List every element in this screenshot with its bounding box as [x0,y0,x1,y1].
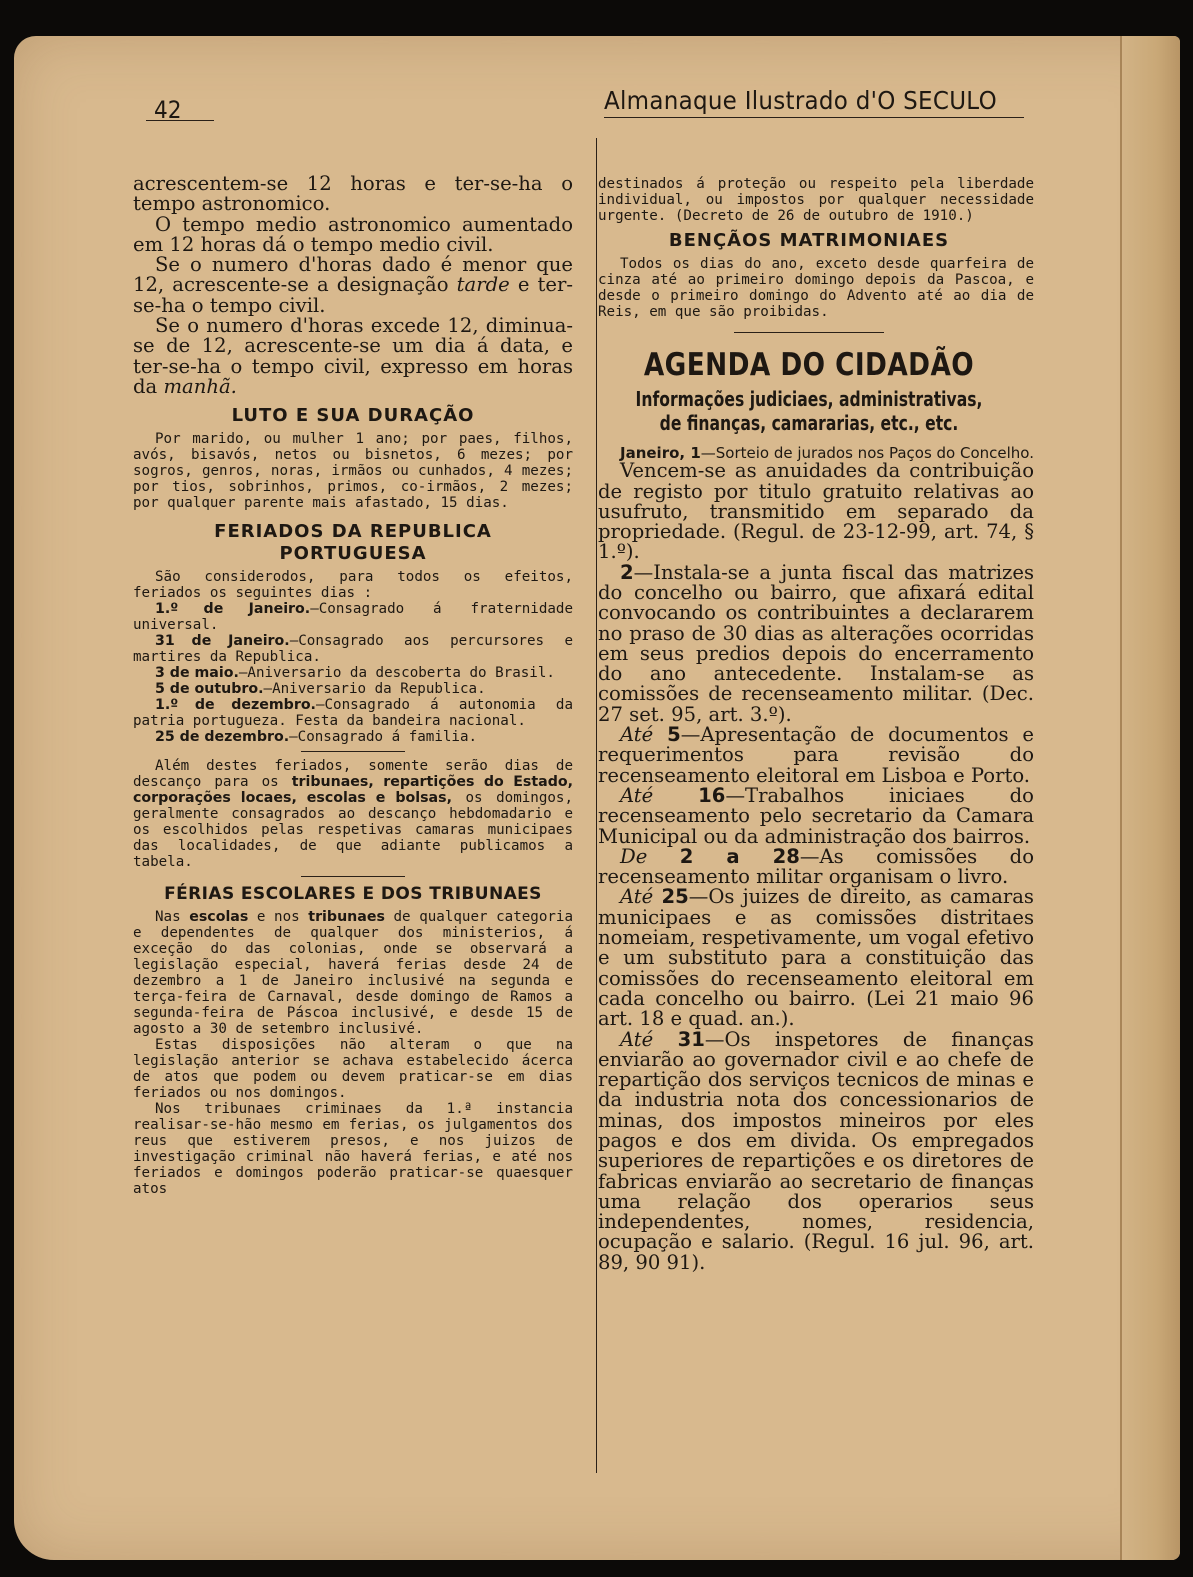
feriado-item: 1.º de dezembro.—Consagrado á autonomia da patria portugueza. Festa da bandeira nacional. [133,697,573,730]
agenda-entry: Até 31—Os inspetores de finanças enviarão ao governador civil e ao chefe de repartição dos serviços tecnicos de minas e da industria nota dos concessionarios de minas, dos impostos mineiros por eles pagos e dos em divida. Os empregados superiores de repartições e os diretores de fabricas enviarão ao secretario de finanças uma relação dos operarios seus independentes, nomes, residencia, ocupação e salario. (Regul. 16 jul. 96, art. 89, 90 91). [598,1027,1034,1274]
ferias-paragraph-3: Nos tribunaes criminaes da 1.ª instancia realisar-se-hão mesmo em ferias, os julgamentos dos reus que estiverem presos, e nos juizos de investigação criminal não haverá ferias, e até nos feriados e domingos poderão praticar-se quaesquer atos [133,1101,573,1198]
page-gutter [1120,36,1180,1560]
feriados-heading: FERIADOS DA REPUBLICA PORTUGUESA [214,521,492,565]
agenda-subtitle: Informações judiciaes, administrativas, de finanças, camararias, etc., etc. [635,387,983,435]
feriados-list [133,601,573,745]
left-column [133,138,573,1197]
ferias-heading: FÉRIAS ESCOLARES E DOS TRIBUNAES [164,884,542,905]
agenda-entry: De 2 a 28—As comissões do recenseamento militar organisam o livro. [598,844,1034,889]
feriado-item: 25 de dezembro.—Consagrado á familia. [155,729,478,746]
right-column [584,138,1034,1273]
agenda-entry: Até 25—Os juizes de direito, as camaras municipaes e as comissões distritaes nomeiam, respetivamente, um vogal efetivo e um substituto para a constituição das comissões do recenseamento eleitoral em cada concelho ou bairro. (Lei 21 maio 96 art. 18 e quad. an.). [598,885,1034,1031]
running-title: Almanaque Ilustrado d'O SECULO [604,86,997,115]
section-rule [734,332,884,333]
descanso-text: Além destes feriados, somente serão dias de descanço para os tribunaes, repartições do Estado, corporações locaes, escolas e bolsas, os domingos, geralmente consagrados ao descanço hebdomadario e os escolhidos pelas respetivas camaras municipaes das localidades, de que adiante publicamos a tabela. [133,758,573,871]
section-rule [301,751,405,752]
agenda-title: AGENDA DO CIDADÃO [643,347,975,383]
page-number: 42 [154,96,182,124]
agenda-entry: Janeiro, 1—Sorteio de jurados nos Paços do Concelho. [620,444,1034,462]
ferias-paragraph-2: Estas disposições não alteram o que na legislação anterior se achava estabelecido ácerca de atos que podem ou devem praticar-se em dias feriados ou nos domingos. [133,1037,573,1102]
intro-paragraph-1: acrescentem-se 12 horas e ter-se-ha o tempo astronomico. [133,172,573,216]
intro-paragraph-3: Se o numero d'horas dado é menor que 12, acrescente-se a designação tarde e ter-se-ha o tempo civil. [133,253,573,317]
continued-text: destinados á proteção ou respeito pela liberdade individual, ou impostos por qualquer necessidade urgente. (Decreto de 26 de outubro de 1910.) [598,176,1034,224]
agenda-entries [584,445,1034,1273]
feriado-item: 1.º de Janeiro.—Consagrado á fraternidade universal. [133,601,573,634]
feriado-item: 3 de maio.—Aniversario da descoberta do Brasil. [155,665,555,682]
running-title-rule [604,117,1024,118]
luto-text: Por marido, ou mulher 1 ano; por paes, filhos, avós, bisavós, netos ou bisnetos, 6 mezes; por sogros, genros, noras, irmãos ou cunhados, 4 mezes; por tios, sobrinhos, primos, co-irmãos, 2 mezes; por qualquer parente mais afastado, 15 dias. [133,431,573,512]
feriado-item: 5 de outubro.—Aniversario da Republica. [155,681,486,698]
bencaos-heading: BENÇÃOS MATRIMONIAES [668,230,950,251]
section-rule [301,876,405,877]
intro-paragraph-2: O tempo medio astronomico aumentado em 12 horas dá o tempo medio civil. [133,212,573,256]
feriado-item: 31 de Janeiro.—Consagrado aos percursores e martires da Republica. [133,633,573,666]
agenda-entry: Até 5—Apresentação de documentos e requerimentos para revisão do recenseamento eleitoral em Lisboa e Porto. [598,723,1034,787]
intro-paragraph-4: Se o numero d'horas excede 12, diminua-se de 12, acrescente-se um dia á data, e ter-se-ha o tempo civil, expresso em horas da manhã. [133,314,573,398]
agenda-entry: Até 16—Trabalhos iniciaes do recenseamento pelo secretario da Camara Municipal ou da administração dos bairros. [598,783,1034,848]
page-number-rule [146,120,214,121]
ferias-paragraph-1: Nas escolas e nos tribunaes de qualquer categoria e dependentes de qualquer dos ministerios, á exceção do das colonias, onde se observará a legislação especial, haverá ferias desde 24 de dezembro a 1 de Janeiro inclusivé na segunda e terça-feira de Carnaval, desde domingo de Ramos a segunda-feira de Páscoa inclusivé, e desde 15 de agosto a 30 de setembro inclusivé. [133,909,573,1038]
luto-heading: LUTO E SUA DURAÇÃO [231,405,475,427]
agenda-entry: 2—Instala-se a junta fiscal das matrizes do concelho ou bairro, que afixará edital convocando os contribuintes a declararem no praso de 30 dias as alterações ocorridas em seus predios depois do encerramento do ano antecedente. Instalam-se as comissões de recenseamento militar. (Dec. 27 set. 95, art. 3.º). [598,560,1034,726]
feriados-intro: São considerodos, para todos os efeitos, feriados os seguintes dias : [133,569,573,602]
bencaos-text: Todos os dias do ano, exceto desde quarfeira de cinza até ao primeiro domingo depois da Pascoa, e desde o primeiro domingo do Advento até ao dia de Reis, em que são proibidas. [598,256,1034,320]
agenda-entry: Vencem-se as anuidades da contribuição de registo por titulo gratuito relativas ao usufruto, transmitido em separado da propriedade. (Regul. de 23-12-99, art. 74, § 1.º). [598,459,1034,564]
